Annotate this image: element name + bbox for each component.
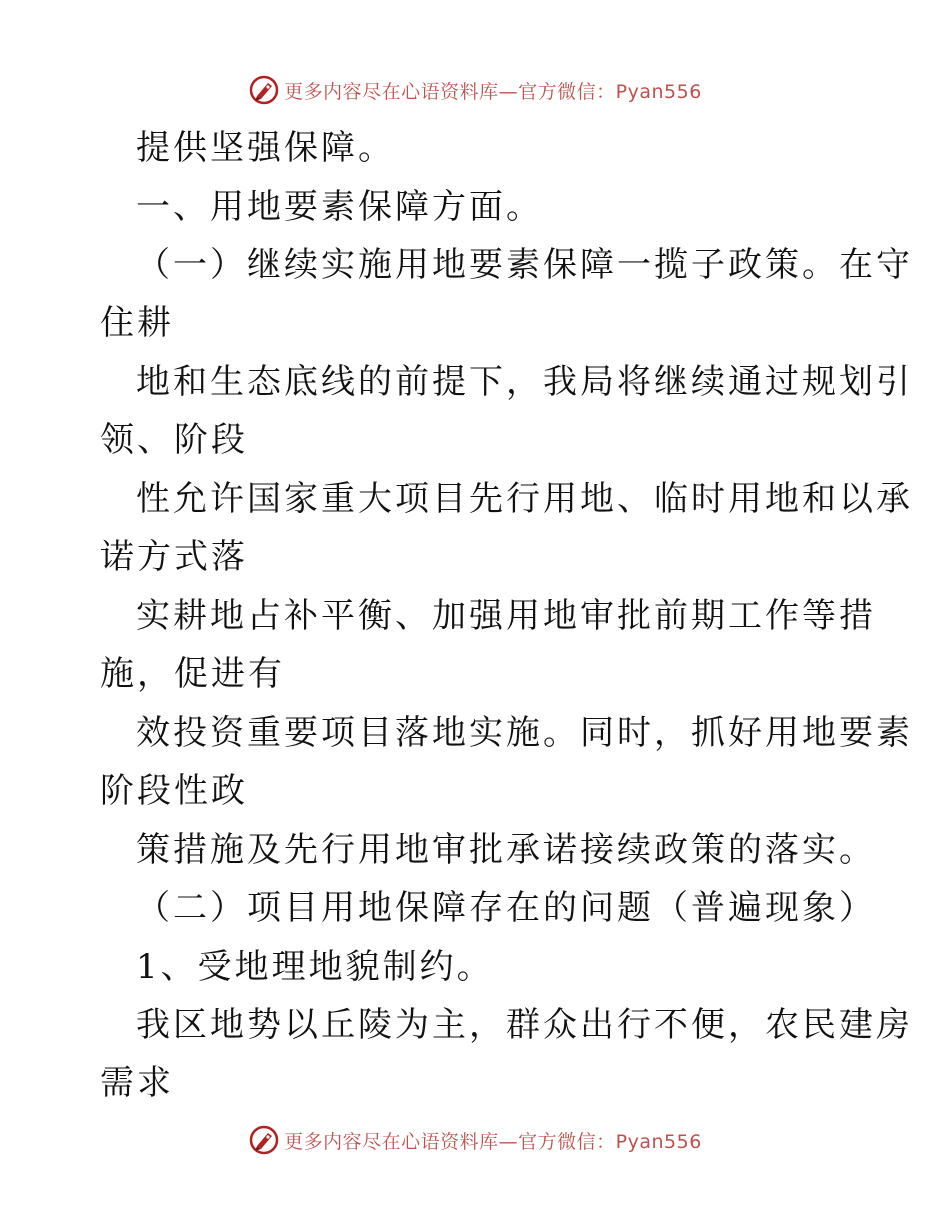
body-line: 地和生态底线的前提下，我局将继续通过规划引 <box>136 362 913 402</box>
body-line: 性允许国家重大项目先行用地、临时用地和以承 <box>136 479 913 519</box>
body-line: 一、用地要素保障方面。 <box>136 187 543 227</box>
body-line: （一）继续实施用地要素保障一揽子政策。在守 <box>136 245 913 285</box>
body-line: 住耕 <box>100 303 174 343</box>
pen-nib-logo-icon <box>248 1124 280 1156</box>
body-line: 提供坚强保障。 <box>136 128 395 168</box>
body-line: 实耕地占补平衡、加强用地审批前期工作等措 <box>136 596 876 636</box>
body-line: 策措施及先行用地审批承诺接续政策的落实。 <box>136 830 876 870</box>
body-line: 1、受地理地貌制约。 <box>136 947 494 987</box>
footer-banner <box>0 1120 950 1160</box>
header-banner-text: 更多内容尽在心语资料库—官方微信：Pyan556 <box>284 80 702 103</box>
body-line: 领、阶段 <box>100 420 248 460</box>
body-line: 效投资重要项目落地实施。同时，抓好用地要素 <box>136 713 913 753</box>
body-line: 诺方式落 <box>100 537 248 577</box>
body-line: 我区地势以丘陵为主，群众出行不便，农民建房 <box>136 1005 913 1045</box>
body-line: （二）项目用地保障存在的问题（普遍现象） <box>136 888 876 928</box>
body-line: 需求 <box>100 1063 174 1103</box>
body-line: 阶段性政 <box>100 771 248 811</box>
footer-banner-text: 更多内容尽在心语资料库—官方微信：Pyan556 <box>284 1130 702 1153</box>
body-line: 施，促进有 <box>100 654 285 694</box>
